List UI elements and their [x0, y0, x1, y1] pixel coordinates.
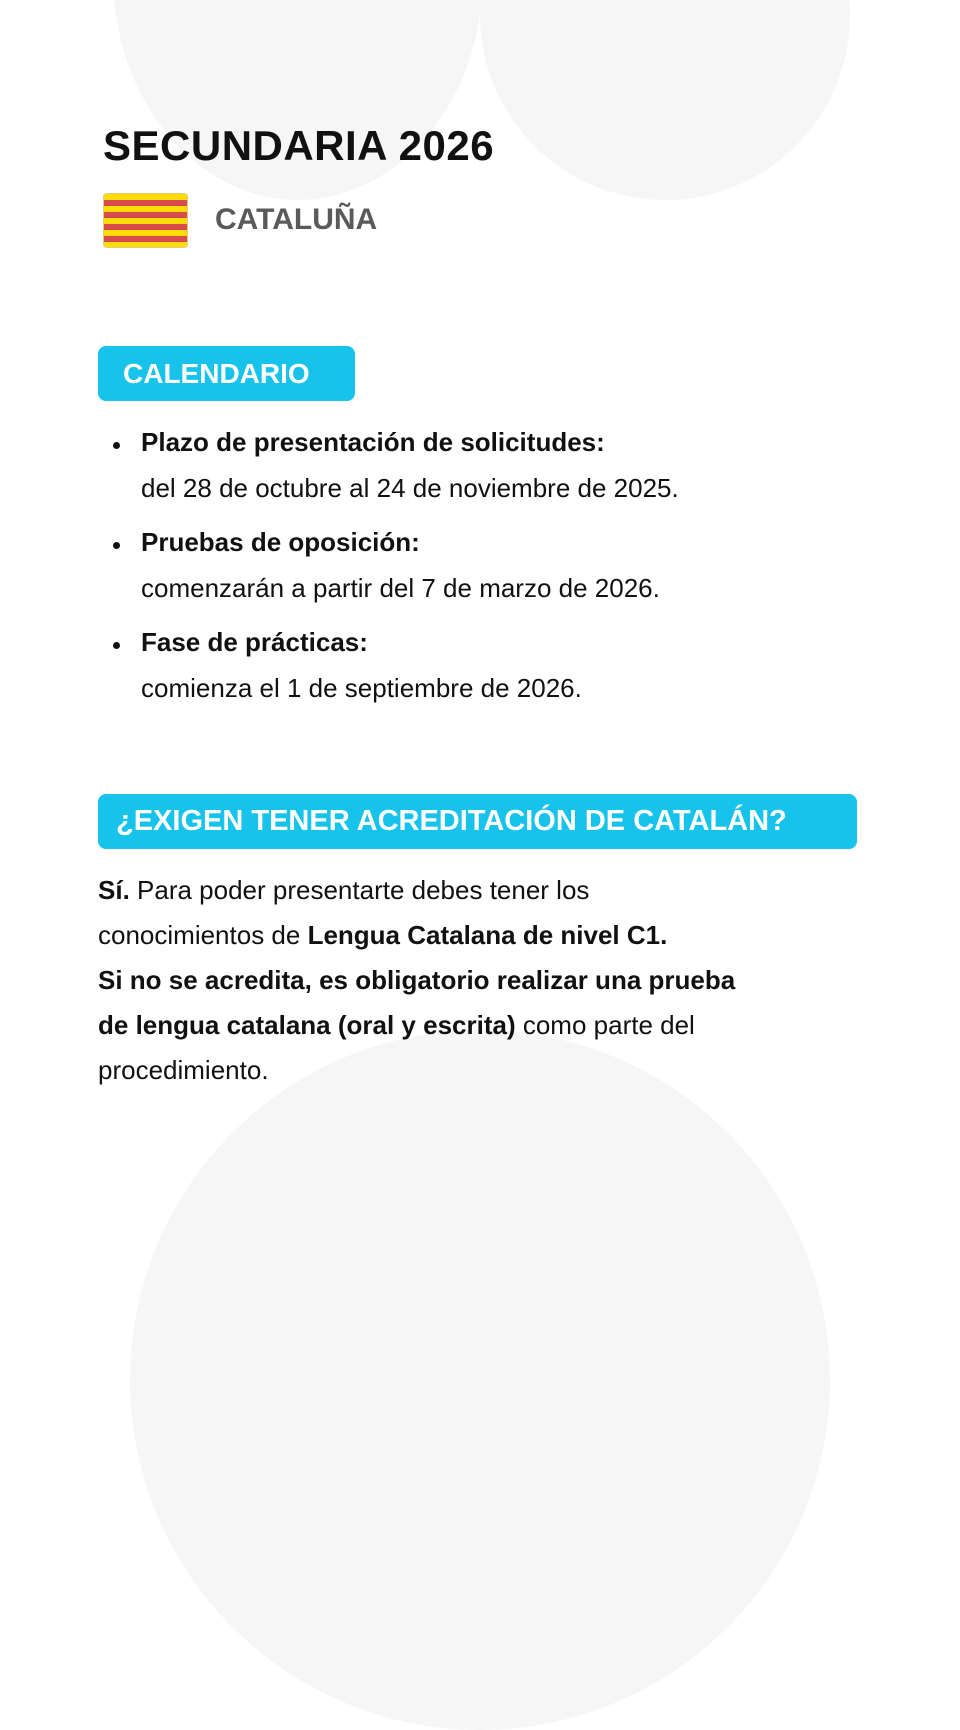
- list-item: [113, 425, 679, 505]
- answer-emphasis: de lengua catalana (oral y escrita): [98, 1010, 516, 1040]
- item-text: del 28 de octubre al 24 de noviembre de 2025.: [141, 473, 679, 503]
- list-item: [113, 625, 679, 705]
- item-title: Pruebas de oposición:: [141, 527, 420, 557]
- answer-emphasis: Si no se acredita, es obligatorio realizar una prueba: [98, 965, 736, 995]
- item-title: Plazo de presentación de solicitudes:: [141, 427, 605, 457]
- item-title: Fase de prácticas:: [141, 627, 368, 657]
- bullet-icon: [113, 442, 120, 449]
- bullet-icon: [113, 542, 120, 549]
- region-label: CATALUÑA: [215, 203, 378, 236]
- bullet-icon: [113, 642, 120, 649]
- catalonia-flag-icon: [103, 193, 188, 248]
- answer-line: [98, 1048, 878, 1093]
- item-text: comienza el 1 de septiembre de 2026.: [141, 673, 582, 703]
- answer-text: como parte del: [515, 1010, 695, 1040]
- answer-paragraph: [98, 868, 878, 1093]
- answer-text: conocimientos de: [98, 920, 308, 950]
- answer-line: [98, 913, 878, 958]
- list-item: [113, 525, 679, 605]
- calendar-badge: CALENDARIO: [98, 346, 355, 401]
- answer-line: [98, 1003, 878, 1048]
- item-text: comenzarán a partir del 7 de marzo de 2026.: [141, 573, 660, 603]
- answer-text: Para poder presentarte debes tener los: [129, 875, 590, 905]
- answer-line: [98, 958, 878, 1003]
- question-badge: ¿EXIGEN TENER ACREDITACIÓN DE CATALÁN?: [98, 794, 857, 849]
- calendar-list: [113, 425, 679, 725]
- answer-emphasis: Lengua Catalana de nivel C1.: [307, 920, 668, 950]
- answer-text: procedimiento.: [98, 1055, 269, 1085]
- answer-line: [98, 868, 878, 913]
- answer-yes: Sí.: [98, 875, 130, 905]
- page-title: SECUNDARIA 2026: [103, 122, 495, 169]
